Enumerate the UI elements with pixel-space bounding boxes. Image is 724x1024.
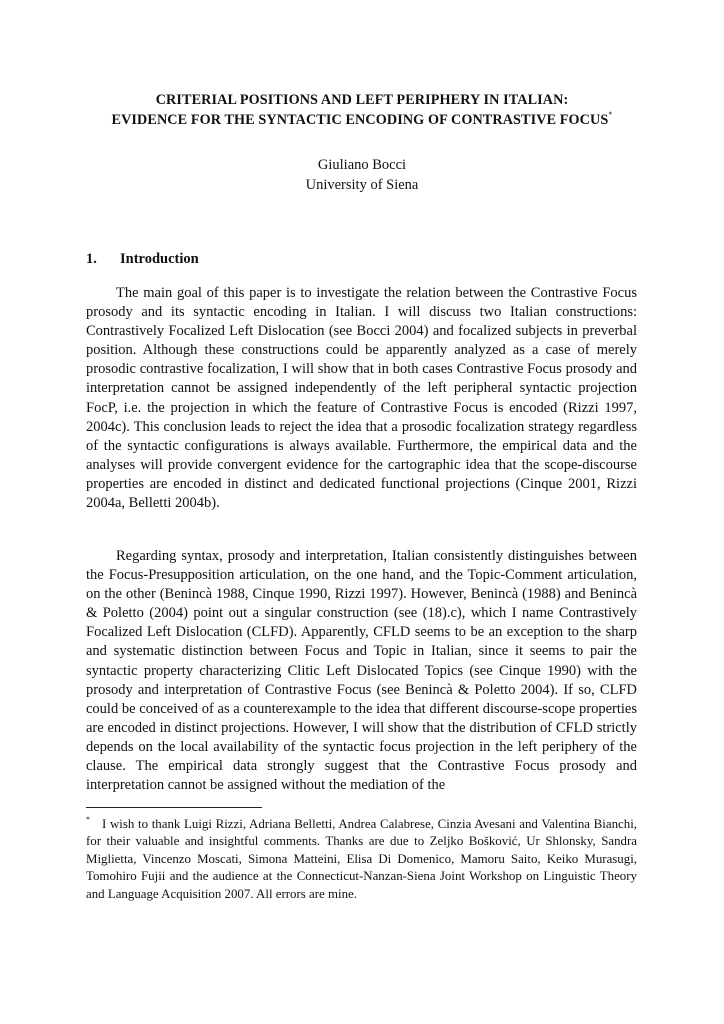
section-title: Introduction (120, 251, 199, 267)
author-affiliation: University of Siena (305, 177, 419, 193)
footnote (86, 816, 637, 903)
title-footnote-marker[interactable]: * (608, 110, 613, 119)
footnote-text: I wish to thank Luigi Rizzi, Adriana Belletti, Andrea Calabrese, Cinzia Avesani and Valentina Bianchi, for their valuable and insightful comments. Thanks are due to Zeljko Bošković, Ur Shlonsky, Sandra Miglietta, Vincenzo Moscati, Simona Matteini, Elisa Di Domenico, Mamoru Saito, Keiko Murasugi, Tomohiro Fujii and the audience at the Connecticut-Nanzan-Siena Joint Workshop on Linguistic Theory and Language Acquisition 2007. All errors are mine. (86, 817, 637, 901)
title-line-2 (86, 110, 638, 130)
title-line-2-text: EVIDENCE FOR THE SYNTACTIC ENCODING OF CONTRASTIVE FOCUS (111, 112, 609, 128)
author-block (86, 155, 638, 195)
section-heading (86, 251, 199, 268)
body-paragraph: Regarding syntax, prosody and interpretation, Italian consistently distinguishes between the Focus-Presupposition articulation, on the one hand, and the Topic-Comment articulation, on the other (Benincà 1988, Cinque 1990, Rizzi 1997). However, Benincà (1988) and Benincà & Poletto (2004) point out a singular construction (see (18).c), which I name Contrastively Focalized Left Dislocation (CLFD). Apparently, CFLD seems to be an exception to the sharp and systematic distinction between Focus and Topic in Italian, since it seems to pair the syntactic property characterizing Clitic Left Dislocated Topics (see Cinque 1990) with the prosody and interpretation of Contrastive Focus (see Benincà & Poletto 2004). If so, CLFD could be conceived of as a counterexample to the idea that different discourse-scope properties are encoded in distinct projections. However, I will show that the distribution of CFLD strictly depends on the local availability of the syntactic focus projection in the left periphery of the clause. The empirical data strongly suggest that the Contrastive Focus prosody and interpretation cannot be assigned without the mediation of the (86, 548, 637, 794)
title-line-1: CRITERIAL POSITIONS AND LEFT PERIPHERY IN ITALIAN: (155, 92, 569, 108)
footnote-marker: * (86, 815, 90, 824)
author-name: Giuliano Bocci (317, 157, 407, 173)
paper-title (86, 90, 638, 130)
footnote-divider (86, 807, 262, 808)
body-paragraph: The main goal of this paper is to investigate the relation between the Contrastive Focus prosody and its syntactic encoding in Italian. I will discuss two Italian constructions: Contrastively Focalized Left Dislocation (see Bocci 2004) and focalized subjects in preverbal position. Although these constructions could be apparently analyzed as a case of merely prosodic contrastive focalization, I will show that in both cases Contrastive Focus prosody and interpretation cannot be assigned independently of the left peripheral syntactic projection FocP, i.e. the projection in which the feature of Contrastive Focus is encoded (Rizzi 1997, 2004c). This conclusion leads to reject the idea that a prosodic focalization strategy regardless of the syntactic configurations is always available. Furthermore, the empirical data and the analyses will provide convergent evidence for the cartographic idea that the scope-discourse properties are encoded in distinct and dedicated functional projections (Cinque 2001, Rizzi 2004a, Belletti 2004b). (86, 285, 637, 512)
section-number: 1. (86, 251, 97, 267)
